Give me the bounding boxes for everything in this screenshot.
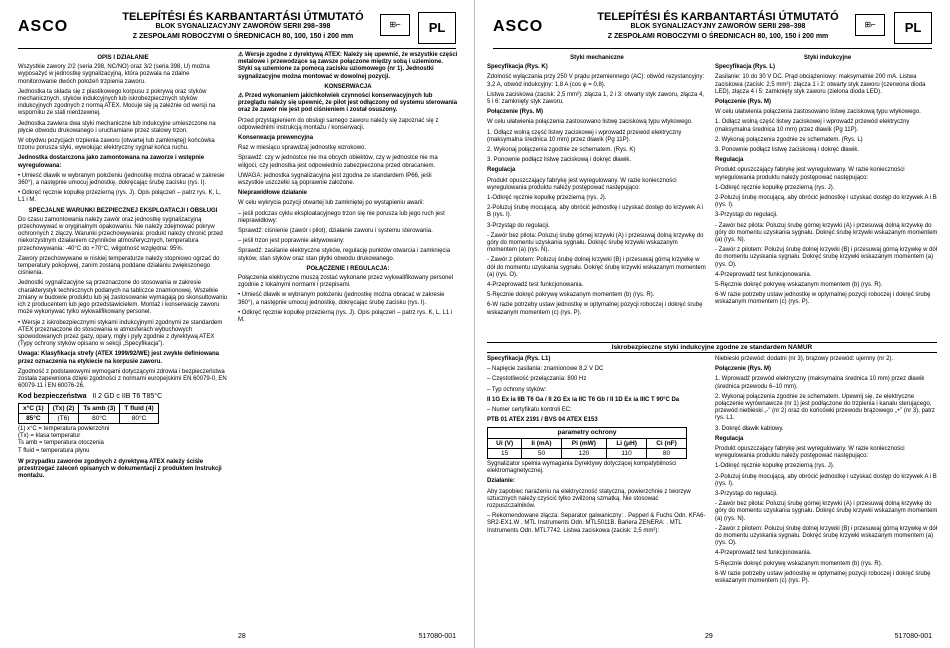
namur-column-1 [487,356,707,538]
namur-section-title: Iskrobezpieczne styki indukcyjne zgodne ze standardem NAMUR [487,342,937,353]
paragraph: – Częstotliwość przełączania: 800 Hz [487,376,587,383]
doc-subtitle-1: BLOK SYGNALIZACYJNY ZAWORÓW SERII 298–398 [630,23,806,30]
paragraph: ⚠ Przed wykonaniem jakichkolwiek czynności konserwacyjnych lub przeglądu należy się upewnić, że pilot jest odłączony od systemu sterowania oraz że zawór nie jest pod ciśnieniem i został osuszony. [238,93,458,114]
paragraph: 6-W razie potrzeby ustaw jednostkę w optymalnej pozycji roboczej i dokręć śrubę wskazanym momentem (c) (rys. P). [487,302,703,316]
table-header: (Tx) (2) [48,403,79,413]
section-heading: OPIS I DZIAŁANIE [97,55,149,61]
paragraph: Zdolność wyłączania przy 250 V prądu przemiennego (AC): obwód rezystancyjny: 3,2 A, obwód indukcyjny: 1,8 A (cos φ = 0,8). [487,74,705,88]
table-header: Ts amb (3) [79,403,120,413]
section-heading: Styki indukcyjne [803,55,852,61]
table-cell: 110 [607,448,647,458]
paragraph: 5-Ręcznie dokręć pokrywę wskazanym momentem (b) (rys. R). [715,282,883,289]
language-code: PL [894,12,932,44]
section-heading: POŁĄCZENIE I REGULACJA: [306,265,390,272]
left-column-1 [18,52,228,483]
table-cell: 50 [522,448,561,458]
legend-item: Ts amb = temperatura otoczenia [18,440,104,447]
table-header: T fluid (4) [120,403,158,413]
doc-title: TELEPÍTÉSI ÉS KARBANTARTÁSI ÚTMUTATÓ [597,11,839,23]
paragraph: – jeśli trzon jest poprawnie aktywowany: [238,238,345,245]
right-column-1 [487,52,707,337]
paragraph: 3. Ponownie podłącz listwę zaciskową i dokręć dławik. [715,147,860,154]
paragraph: Produkt opuszczający fabrykę jest wyregulowany. W razie konieczności wyregulowania produktu należy postępować następująco: [487,177,677,191]
doc-number: 517080-001 [894,633,932,640]
paragraph: Zawory przechowywane w niskiej temperaturze należy stopniowo ogrzać do temperatury pokojowej, zanim zostaną poddane działaniu zwiększonego ciśnienia. [18,255,220,277]
legend-item: (1) x°C = temperatura powierzchni [18,425,110,432]
table-cell: 80°C [120,413,158,423]
paragraph: Produkt opuszczający fabrykę jest wyregulowany. W razie konieczności wyregulowania produktu należy postępować następująco: [715,167,905,181]
paragraph: W obydwu pozycjach trzpienia zaworu (otwartej lub zamkniętej) końcówka trzonu porusza styki, wywołując elektryczny sygnał końca ruchu. [18,138,215,152]
paragraph: II 1G Ex ia IIB T6 Ga / II 2G Ex ia IIC T6 Gb / II 1D Ex ia IIIC T 90°C Da [487,396,680,403]
paragraph: Specyfikacja (Rys. L) [715,64,776,71]
table-header: x°C (1) [19,403,49,413]
namur-column-2 [715,356,940,588]
paragraph: Produkt opuszczający fabrykę jest wyregulowany. W razie konieczności wyregulowania produktu należy postępować następująco: [715,446,905,460]
title-block [593,12,843,42]
paragraph: • Odkręć ręcznie kopułkę przezierną (rys. J). Opis połączeń – patrz rys. K, L, L1 i M. [238,309,453,324]
paragraph: 1. Odłącz wolną część listwy zaciskowej i wprowadź przewód elektryczny (maksymalna średnica 10 mm) przez dławik (Pg 11P). [715,119,910,133]
paragraph: 3-Przystąp do regulacji. [715,491,778,498]
paragraph: Specyfikacja (Rys. L1) [487,356,551,362]
language-code: PL [418,12,456,44]
paragraph: Przed przystąpieniem do obsługi samego zaworu należy się zapoznać się z odpowiednimi instrukcją montażu / konserwacji. [238,117,439,131]
paragraph: Konserwacja prewencyjna [238,135,314,142]
paragraph: • Umieść dławik w wybranym położeniu (jednostkę można obracać w zakresie 360°), a następnie umocuj jednostkę, dokręcając śrubę zacisku (rys. I). [18,172,225,187]
table-cell: 80 [647,448,687,458]
paragraph: Zgodność z podstawowymi wymogami dotyczącymi zdrowia i bezpieczeństwa została zapewniona dzięki zgodności z normami europejskimi EN 60079-0, EN 60079-11 i EN 60076-26. [18,368,227,390]
safety-code-table [18,403,159,424]
paragraph: 2. Wykonaj połączenia zgodnie ze schematem. (Rys. L) [715,136,863,143]
doc-subtitle-2: Z ZESPOŁAMI ROBOCZYMI O ŚREDNICACH 80, 100, 150 i 200 mm [132,33,354,40]
protection-parameters-table [487,427,687,459]
legend-item: T fluid = temperatura płynu [18,447,90,454]
table-cell: (T6) [48,413,79,423]
safety-code-title [18,393,228,400]
paragraph: 2. Wykonaj połączenia zgodnie ze schematem. (Rys. K) [487,147,636,154]
paragraph: 3. Dokręć dławik kablowy. [715,425,784,432]
paragraph: - Zawór bez pilota: Poluzuj śrubę górnej krzywki (A) i przesuwaj dolną krzywkę do góry do momentu uzyskania sygnału. Dokręć śrubę krzywki wskazanym momentem (a) (rys. N). [487,232,704,254]
table-cell: 80°C [79,413,120,423]
safety-code-label: Kod bezpieczeństwa [18,393,87,401]
left-column-2 [238,52,458,327]
page-number: 28 [238,633,246,640]
paragraph: Raz w miesiącu sprawdzaj jednostkę wzrokowo. [238,145,367,152]
paragraph: Połączenie (Rys. M) [715,366,772,373]
paragraph: Zasilanie: 10 do 30 V DC. Prąd obciążeniowy: maksymalnie 200 mA. Listwa zaciskowa (zacisk: 2,5 mm²): złącza 1 i 2: otwarty styk zaworu (czerwona dioda LED), złącza 4 i 5: zamknięty styk zaworu (zielona dioda LED). [715,74,926,95]
paragraph: Nieprawidłowe działanie [238,190,308,197]
paragraph: – Numer certyfikatu kontroli EC: [487,407,572,414]
paragraph: W celu ułatwienia połączenia zastosowano listwę zaciskową typu wtykowego. [487,119,693,126]
paragraph: • Odkręć ręcznie kopułkę przezierną (rys. J). Opis połączeń – patrz rys. K, L, L1 i M. [18,190,221,204]
paragraph: 3. Ponownie podłącz listwę zaciskową i dokręć dławik. [487,157,632,164]
paragraph: 2-Poluzuj śrubę mocującą, aby obrócić jednostkę i uzyskać dostęp do krzywek A i B (rys. I). [715,473,937,487]
table-cell: 120 [561,448,607,458]
paragraph: 2-Poluzuj śrubę mocującą, aby obrócić jednostkę i uzyskać dostęp do krzywek A i B (rys. I). [715,195,937,209]
paragraph: 1-Odkręć ręcznie kopułkę przezierną (rys. J). [715,463,835,470]
paragraph: Jednostka dostarczona jako zamontowana na zaworze i wstępnie wyregulowana: [18,155,205,169]
paragraph: Regulacja [715,435,744,442]
paragraph: • Umieść dławik w wybranym położeniu (jednostkę można obracać w zakresie 360°), a następnie umocuj jednostkę, dokręcając śrubę zacisku (rys. I). [238,292,445,306]
doc-title: TELEPÍTÉSI ÉS KARBANTARTÁSI ÚTMUTATÓ [122,11,364,23]
paragraph: Regulacja [487,167,516,174]
paragraph: – Rekomendowane złącza: Separator galwaniczny: . Pepperl & Fuchs Odn. KFA6-SR2-EX1.W . MTL Instruments Odn. MTL5011B. Bariera ZENERA: . MTL Instruments Odn. MTL7742. Listwa zaciskowa (zacisk: 2,5 mm²): [487,513,706,534]
paragraph: - Zawór z pilotem: Poluzuj śrubę dolnej krzywki (B) i przesuwaj górną krzywkę w dół do momentu uzyskania sygnału. Dokręć śrubę krzywki wskazanym momentem (a) (rys. O). [487,257,706,278]
paragraph: 1. Odłącz wolną część listwy zaciskowej i wprowadź przewód elektryczny (maksymalna średnica 10 mm) przez dławik (Pg 11P). [487,129,682,143]
paragraph: 4-Przeprowadź test funkcjonowania. [487,282,584,289]
paragraph: Sprawdź: zasilanie elektryczne styków, regulację punktów otwarcia i zamknięcia styków, stan styków oraz stan płytki obwodu drukowanego. [238,248,451,262]
table-header: Pi (mW) [561,438,607,448]
paragraph: W celu ułatwienia połączenia zastosowano listwę zaciskową typu wtykowego. [715,109,921,116]
paragraph: Sprawdź: ciśnienie (zawór i pilot), działanie zaworu i systemu sterowania. [238,228,433,235]
paragraph: UWAGA: jednostka sygnalizacyjna jest zgodna ze standardem IP66, jeśli wszystkie uszczelki są poprawnie założone. [238,172,432,187]
doc-subtitle-1: BLOK SYGNALIZACYJNY ZAWORÓW SERII 298–398 [155,23,331,30]
brand-logo: ASCO [493,18,544,35]
table-header: Ui (V) [488,438,522,448]
paragraph: Jednostka zawiera dwa styki mechaniczne lub indukcyjne umieszczone na płycie obwodu drukowanego i uruchamiane przez stalowy trzon. [18,120,216,134]
paragraph: – Napięcie zasilania: znamionowe 8,2 V DC [487,366,604,373]
paragraph: 1-Odkręć ręcznie kopułkę przezierną (rys. J). [715,184,835,191]
paragraph: Regulacja [715,157,744,164]
paragraph: Aby zapobiec narażeniu na elektryczność statyczną, powierzchnie z tworzyw sztucznych należy czyścić tylko zwilżoną szmatką. Nie stosować rozpuszczalników. [487,488,691,510]
paragraph: Listwa zaciskowa (zacisk: 2,5 mm²): złącza 1, 2 i 3: otwarty styk zaworu, złącza 4, 5 i 6: zamknięty styk zaworu. [487,91,705,106]
paragraph: – Typ ochrony styków: [487,386,547,393]
table-cell: 85°C [19,413,49,423]
table-header: Ii (mA) [522,438,561,448]
closing-note: W przypadku zaworów zgodnych z dyrektywą ATEX należy ściśle przestrzegać zaleceń opisanych w dokumentacji z produktem Instrukcji montażu. [18,458,222,480]
paragraph: 6-W razie potrzeby ustaw jednostkę w optymalnej pozycji roboczej i dokręć śrubę wskazanym momentem (c) (rys. P). [715,292,931,306]
paragraph: Połączenia elektryczne muszą zostać wykonane przez wykwalifikowany personel zgodnie z lokalnymi normami i przepisami. [238,275,454,289]
paragraph: PTB 01 ATEX 2191 / BVS 04 ATEX E153 [487,417,598,424]
paragraph: Do czasu zamontowania należy zawór oraz jednostkę sygnalizacyjną przechowywać w oryginalnym opakowaniu. Nie należy zdejmować pokryw ochronnych z złączy. Warunki przechowywania: produkt należy chronić przed niekorzystnym działaniem czynników atmosferycznych, temperatura przechowywania: -40°C do +70°C; wilgotność względna: 95%. [18,216,223,252]
paragraph: 2. Wykonaj połączenia zgodnie ze schematem. Upewnij się, że elektryczne połączenie wyrównawcze (nr 1) jest podłączone do trzpienia i kanału sterującego, przewód niebieski „-” (nr 2) oraz do końcówki przewodu brązowego „+” (nr 3), patrz rys. L1. [715,393,935,422]
right-column-2 [715,52,940,337]
doc-subtitle-2: Z ZESPOŁAMI ROBOCZYMI O ŚREDNICACH 80, 100, 150 i 200 mm [607,33,829,40]
table-header: Li (μH) [607,438,647,448]
paragraph: 5-Ręcznie dokręć pokrywę wskazanym momentem (b) (rys. R). [715,560,883,567]
paragraph: 4-Przeprowadź test funkcjonowania. [715,550,812,557]
paragraph: Działanie: [487,478,516,485]
paragraph: 1-Odkręć ręcznie kopułkę przezierną (rys. J). [487,195,607,202]
paragraph: - Zawór z pilotem: Poluzuj śrubę dolnej krzywki (B) i przesuwaj górną krzywkę w dół do momentu uzyskania sygnału. Dokręć śrubę krzywki wskazanym momentem (a) (rys. O). [715,247,938,268]
paragraph: W celu wykrycia pozycji otwartej lub zamkniętej po wystąpieniu awarii: [238,200,425,207]
paragraph: Niebieski przewód: dodatni (nr 3), brązowy przewód: ujemny (nr 2). [715,356,894,362]
paragraph: Połączenie (Rys. M) [715,99,772,106]
table-header: Ci (nF) [647,438,687,448]
section-heading: KONSERWACJA [324,83,372,90]
paragraph: 3-Przystąp do regulacji. [487,222,550,229]
paragraph: Wszystkie zawory 2/2 (seria 298, NC/NO) oraz 3/2 (seria 398, U) można wyposażyć w jednostkę sygnalizacyjną, która pozwala na zdalne monitorowanie dwóch położeń trzpienia zaworu. [18,64,210,85]
paragraph: Jednostka ta składa się z plastikowego korpusu z pokrywą oraz styków mechanicznych, styków indukcyjnych lub iskrobezpiecznych styków indukcyjnych zgodnych z normą ATEX. Mocuje się ją zależnie od wersji na wsporniku ze stali nierdzewnej. [18,88,216,117]
paragraph: Połączenie (Rys. M) [487,109,544,116]
brand-logo: ASCO [18,18,69,35]
legend-item: (Tx) = klasa temperatur [18,433,81,440]
paragraph: 5-Ręcznie dokręć pokrywę wskazanym momentem (b) (rys. R). [487,292,655,299]
paragraph: - Zawór bez pilota: Poluzuj śrubę górnej krzywki (A) i przesuwaj dolną krzywkę do góry do momentu uzyskania sygnału. Dokręć śrubę krzywki wskazanym momentem (a) (rys. N). [715,222,938,244]
paragraph: Uwaga: Klasyfikacja strefy (ATEX 1999/92/WE) jest zwykle definiowana przez oznaczenia na etykiecie na korpusie zaworu. [18,351,219,365]
paragraph: Specyfikacja (Rys. K) [487,64,548,71]
valve-symbol-icon: ⊞⌐ [380,14,410,36]
paragraph: 2-Poluzuj śrubę mocującą, aby obrócić jednostkę i uzyskać dostęp do krzywek A i B (rys. I). [487,205,704,219]
page-header [493,12,932,49]
page-number: 29 [705,633,713,640]
paragraph: - Zawór bez pilota: Poluzuj śrubę górnej krzywki (A) i przesuwaj dolną krzywkę do góry do momentu uzyskania sygnału. Dokręć śrubę krzywki wskazanym momentem (a) (rys. N). [715,501,938,522]
paragraph: Sprawdź: czy w jednostce nie ma obcych obiektów, czy w jednostce nie ma wilgoci, czy jednostka jest odpowiednio zabezpieczona przed obracaniem. [238,155,438,169]
valve-symbol-icon: ⊞⌐ [855,14,885,36]
paragraph: ⚠ Wersje zgodne z dyrektywą ATEX: Należy się upewnić, że wszystkie części metalowe i przewodzące są zawsze połączone między sobą i uziemione. Styki są uziemione za pomocą zacisku uziomowego (nr 1). Jednostki sygnalizacyjne można montować w dowolnej pozycji. [238,52,458,80]
paragraph: - Zawór z pilotem: Poluzuj śrubę dolnej krzywki (B) i przesuwaj górną krzywkę w dół do momentu uzyskania sygnału. Dokręć śrubę krzywki wskazanym momentem (a) (rys. O). [715,525,938,547]
page-right [475,0,950,648]
section-heading: SPECJALNE WARUNKI BEZPIECZNEJ EKSPLOATACJI I OBSŁUGI [28,207,218,214]
paragraph: Jednostki sygnalizacyjne są przeznaczone do stosowania w zakresie charakterystyk technicznych podanych na tabliczce znamionowej. Wszelkie zmiany w budowie produktu lub jej zastosowanie wymagają po skonsultowaniu ich z producentem lub jego przedstawicielem. Montaż i konserwację zaworu może wykonywać tylko wykwalifikowany personel. [18,280,228,316]
page-header [18,12,456,49]
params-title: parametry ochrony [488,428,687,438]
table-cell: 15 [488,448,522,458]
paragraph: 4-Przeprowadź test funkcjonowania. [715,271,812,278]
title-block [118,12,368,42]
paragraph: 6-W razie potrzeby ustaw jednostkę w optymalnej pozycji roboczej i dokręć śrubę wskazanym momentem (c) (rys. P). [715,570,931,585]
paragraph: 1. Wprowadź przewód elektryczny (maksymalna średnica 10 mm) przez dławik (średnica przewodu 6–10 mm). [715,376,925,390]
paragraph: • Wersje z iskrobezpiecznymi stykami indukcyjnymi zgodnymi ze standardem ATEX przeznaczone do stosowania w atmosferach wybuchowych spowodowanych przez gazy, opary, mgły i pyły zgodnie z dyrektywą ATEX (Typy ochrony styków opisano w sekcji „Specyfikacja”). [18,319,223,348]
section-heading: Styki mechaniczne [570,55,624,61]
doc-number: 517080-001 [418,633,456,640]
paragraph: 3-Przystąp do regulacji. [715,212,778,219]
paragraph: Sygnalizator spełnia wymagania Dyrektywy dotyczącej kompatybilności elektromagnetycznej. [487,461,677,475]
atex-mark: II 2 GD c IIB T6 T85°C [92,393,163,401]
paragraph: – jeśli podczas cyklu eksploatacyjnego trzon się nie porusza lub jego ruch jest nieprawidłowy: [238,210,445,224]
